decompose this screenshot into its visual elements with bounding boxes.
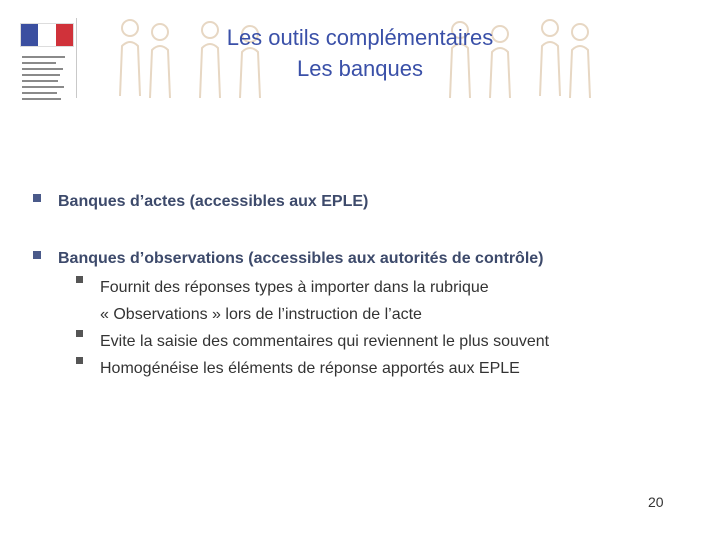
sub-item-line-1: Evite la saisie des commentaires qui reviennent le plus souvent — [100, 333, 550, 350]
square-bullet-icon — [74, 328, 84, 338]
flag-icon — [20, 23, 74, 47]
title-line-1: Les outils complémentaires — [226, 25, 494, 50]
sub-list-item — [74, 355, 520, 382]
sub-list-item — [74, 274, 489, 328]
square-bullet-icon — [74, 274, 84, 284]
sub-item-line-1: Fournit des réponses types à importer dans la rubrique — [100, 279, 489, 296]
sub-list-item — [74, 328, 549, 355]
list-item-label: Banques d’actes (accessibles aux EPLE) — [58, 193, 369, 210]
sub-item-line-2: « Observations » lors de l’instruction de l’acte — [100, 306, 422, 323]
square-bullet-icon — [32, 193, 42, 203]
list-item — [32, 193, 368, 211]
page-number: 20 — [648, 494, 664, 510]
slide-title — [160, 22, 560, 84]
ministry-logo-icon — [16, 18, 77, 98]
list-item — [32, 250, 543, 268]
square-bullet-icon — [32, 250, 42, 260]
title-line-2: Les banques — [297, 56, 423, 81]
square-bullet-icon — [74, 355, 84, 365]
logo-text-lines — [22, 56, 70, 104]
list-item-label: Banques d’observations (accessibles aux autorités de contrôle) — [58, 250, 544, 267]
sub-item-line-1: Homogénéise les éléments de réponse apportés aux EPLE — [100, 360, 520, 377]
